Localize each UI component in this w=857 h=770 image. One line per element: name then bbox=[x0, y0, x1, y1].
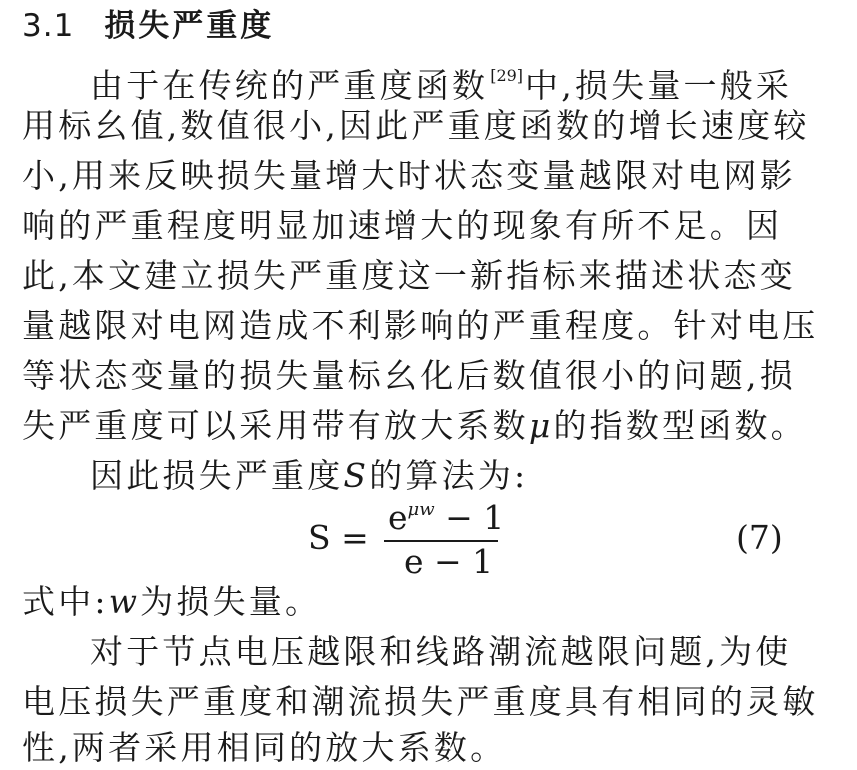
equation-lhs: S = bbox=[308, 518, 369, 557]
numerator-base: e bbox=[388, 498, 408, 537]
text-run: 中,损失量一般采 bbox=[525, 66, 793, 105]
math-symbol-w: w bbox=[108, 582, 141, 621]
paragraph-line: 对于节点电压越限和线路潮流越限问题,为使 bbox=[90, 632, 792, 671]
paragraph-line: 小,用来反映损失量增大时状态变量越限对电网影 bbox=[22, 156, 796, 195]
paragraph-line: 等状态变量的损失量标幺化后数值很小的问题,损 bbox=[22, 356, 796, 395]
paragraph-line: 性,两者采用相同的放大系数。 bbox=[22, 728, 507, 767]
text-run: 失严重度可以采用带有放大系数 bbox=[22, 406, 529, 445]
paragraph-line: 响的严重程度明显加速增大的现象有所不足。因 bbox=[22, 206, 783, 245]
equation-number: (7) bbox=[736, 518, 783, 557]
numerator-rest: − 1 bbox=[434, 498, 505, 537]
paragraph-line bbox=[22, 404, 807, 448]
paragraph-line bbox=[90, 54, 792, 108]
math-symbol-mu: μ bbox=[528, 406, 554, 445]
paragraph-line bbox=[22, 580, 321, 624]
text-run: 因此损失严重度 bbox=[90, 456, 344, 495]
paragraph-line: 电压损失严重度和潮流损失严重度具有相同的灵敏 bbox=[22, 682, 819, 721]
text-run: 的指数型函数。 bbox=[553, 406, 807, 445]
citation-reference[interactable]: [29] bbox=[490, 66, 524, 85]
text-run: 为损失量。 bbox=[140, 582, 322, 621]
section-heading bbox=[22, 4, 274, 48]
paragraph-line: 量越限对电网造成不利影响的严重程度。针对电压 bbox=[22, 306, 819, 345]
numerator-exponent: μw bbox=[407, 499, 435, 520]
paragraph-line: 用标幺值,数值很小,因此严重度函数的增长速度较 bbox=[22, 106, 810, 145]
text-run: 由于在传统的严重度函数 bbox=[90, 66, 489, 105]
text-run: 式中: bbox=[22, 582, 109, 621]
equation bbox=[308, 498, 508, 581]
paragraph-line bbox=[90, 454, 528, 498]
equation-denominator: e − 1 bbox=[404, 542, 494, 581]
equation-numerator bbox=[388, 498, 504, 537]
paragraph-line: 此,本文建立损失严重度这一新指标来描述状态变 bbox=[22, 256, 796, 295]
section-number: 3.1 bbox=[22, 8, 75, 44]
math-symbol-s: S bbox=[343, 456, 370, 495]
text-run: 的算法为: bbox=[369, 456, 529, 495]
section-title: 损失严重度 bbox=[104, 8, 275, 44]
